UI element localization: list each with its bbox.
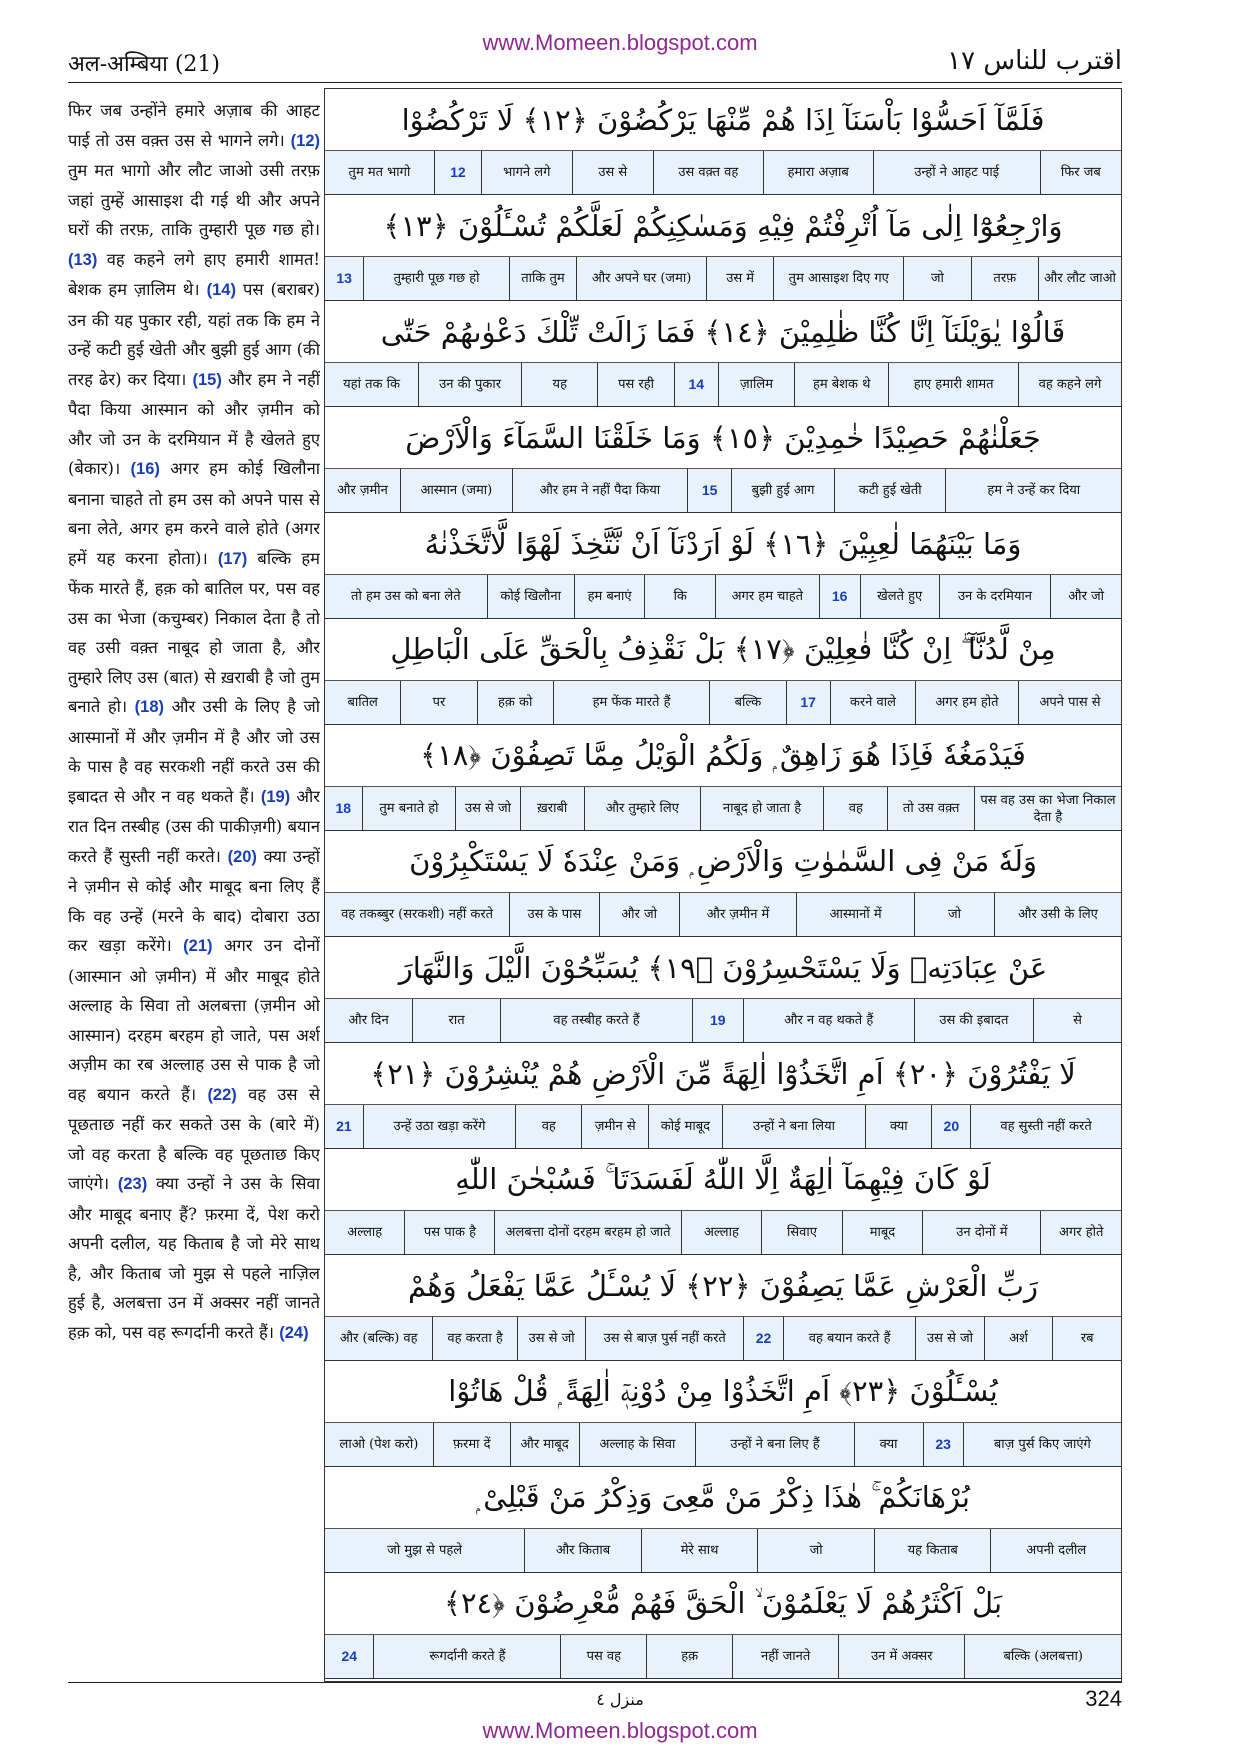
translation-row [325, 1529, 1121, 1573]
site-url-bottom[interactable]: www.Momeen.blogspot.com [482, 1718, 758, 1743]
translation-text: और रात दिन तस्बीह (उस की पाकीज़गी) बयान करते हैं सुस्ती नहीं करते। [68, 786, 320, 866]
footer-divider [68, 1682, 1122, 1683]
arabic-verse-line: مِنْ لَّدُنَّآ ۖ اِنْ كُنَّا فٰعِلِيْنَ ﴿١٧﴾ بَلْ نَقْذِفُ بِالْحَقِّ عَلَى الْبَاطِلِ [325, 619, 1121, 681]
arabic-verse-line: بَلْ اَكْثَرُهُمْ لَا يَعْلَمُوْنَ ۙ الْحَقَّ فَهُمْ مُّعْرِضُوْنَ ﴿٢٤﴾ [325, 1573, 1121, 1635]
word-meaning-cell: बातिल [347, 695, 378, 710]
ayah-number: (24) [279, 1323, 309, 1342]
arabic-verse-line: فَلَمَّآ اَحَسُّوْا بَاْسَنَآ اِذَا هُمْ مِّنْهَا يَرْكُضُوْنَ ﴿١٢﴾ لَا تَرْكُضُوْا [325, 89, 1121, 151]
word-meaning-cell: वह सुस्ती नहीं करते [970, 1105, 1121, 1148]
word-meaning-cell: ख़राबी [520, 787, 584, 830]
word-meaning-cell: हम फेंक मारते हैं [553, 681, 709, 724]
ayah-number: (13) [68, 250, 98, 269]
site-url-top[interactable]: www.Momeen.blogspot.com [482, 30, 758, 55]
word-meaning-cell: रूगर्दानी करते हैं [373, 1635, 560, 1678]
word-meaning-cell: पस पाक है [404, 1211, 494, 1254]
ayah-number-cell: 24 [341, 1648, 358, 1664]
word-meaning-cell: बाज़ पुर्स किए जाएंगे [963, 1423, 1121, 1466]
word-meaning-cell: वह [823, 787, 887, 830]
word-meaning-cell: अर्श [984, 1317, 1053, 1360]
word-meaning-cell: हम ने उन्हें कर दिया [945, 469, 1121, 512]
word-meaning-cell: उस वक़्त वह [653, 151, 763, 194]
word-meaning-cell: अलबत्ता दोनों दरहम बरहम हो जाते [494, 1211, 680, 1254]
word-meaning-cell: उस में [706, 257, 773, 300]
word-meaning-cell: और अपने घर (जमा) [576, 257, 706, 300]
ayah-number-cell: 13 [336, 270, 352, 286]
word-meaning-cell: उन की पुकार [418, 363, 521, 406]
word-meaning-cell: रात [412, 999, 500, 1042]
word-meaning-cell: वह बयान करते हैं [783, 1317, 915, 1360]
word-meaning-cell: फिर जब [1040, 151, 1121, 194]
word-meaning-cell: वह तस्बीह करते हैं [500, 999, 692, 1042]
word-meaning-cell: हमारा अज़ाब [763, 151, 873, 194]
ayah-number: (22) [207, 1085, 237, 1104]
word-meaning-cell: करने वाले [830, 681, 915, 724]
ayah-number-cell: 22 [743, 1317, 783, 1360]
word-meaning-cell: अल्लाह [347, 1225, 383, 1240]
translation-row [325, 575, 1121, 619]
word-meaning-cell: यह [521, 363, 597, 406]
translation-text: और हम ने नहीं पैदा किया आस्मान को और ज़मीन को और जो उन के दरमियान में है खेलते हुए (बेकार)। [68, 369, 320, 478]
word-meaning-cell: उन्हों ने बना लिए हैं [695, 1423, 853, 1466]
manzil-label: منزل ٤ [596, 1690, 644, 1709]
word-meaning-cell: नहीं जानते [732, 1635, 838, 1678]
word-meaning-cell: माबूद [842, 1211, 923, 1254]
surah-title: अल-अम्बिया (21) [68, 52, 220, 77]
word-by-word-grid [324, 88, 1122, 1682]
word-meaning-cell: वह करता है [432, 1317, 517, 1360]
word-meaning-cell: हम बेशक थे [794, 363, 888, 406]
translation-row [325, 1105, 1121, 1149]
word-meaning-cell: लाओ (पेश करो) [339, 1437, 419, 1452]
translation-paragraph [68, 101, 320, 150]
ayah-number-cell: 12 [434, 151, 481, 194]
word-meaning-cell: और तुम्हारे लिए [584, 787, 700, 830]
translation-row [325, 151, 1121, 195]
translation-text: फिर जब उन्होंने हमारे अज़ाब की आहट पाई तो उस वक़्त उस से भागने लगे। [68, 101, 320, 150]
translation-text: और उसी के लिए है जो आस्मानों में और ज़मीन में है और जो उस के पास है वह सरकशी नहीं करते उस की इबादत से और न वह थकते हैं। [68, 697, 320, 806]
word-meaning-cell: नाबूद हो जाता है [700, 787, 823, 830]
word-meaning-cell: क्या [865, 1105, 931, 1148]
translation-row [325, 999, 1121, 1043]
word-meaning-cell: उन्हों ने आहट पाई [873, 151, 1040, 194]
word-meaning-cell: कटी हुई खेती [834, 469, 946, 512]
ayah-number: (20) [227, 847, 257, 866]
word-meaning-cell: ज़ालिम [718, 363, 794, 406]
word-meaning-cell: उस की इबादत [914, 999, 1033, 1042]
word-meaning-cell: कोई माबूद [648, 1105, 722, 1148]
word-meaning-cell: अल्लाह के सिवा [579, 1423, 696, 1466]
word-meaning-cell: बुझी हुई आग [731, 469, 834, 512]
word-meaning-cell: आस्मान (जमा) [400, 469, 512, 512]
word-meaning-cell: तरफ़ [971, 257, 1038, 300]
word-meaning-cell: वह [515, 1105, 581, 1148]
translation-text: वह उस से पूछताछ नहीं कर सकते उस के (बारे में) जो वह करता है बल्कि वह पूछताछ किए जाएंगे। [68, 1084, 320, 1193]
word-meaning-cell: उस के पास [509, 893, 598, 936]
arabic-verse-line: لَوْ كَانَ فِيْهِمَآ اٰلِهَةٌ اِلَّا اللّٰهُ لَفَسَدَتَا ۚ فَسُبْحٰنَ اللّٰهِ [325, 1149, 1121, 1211]
word-meaning-cell: तुम मत भागो [348, 165, 411, 180]
ayah-number-cell: 18 [335, 800, 352, 816]
word-meaning-cell: उस से बाज़ पुर्स नहीं करते [585, 1317, 743, 1360]
word-meaning-cell: और जो [1050, 575, 1121, 618]
translation-paragraph [68, 1174, 320, 1342]
word-meaning-cell: जो [903, 257, 970, 300]
word-meaning-cell: और माबूद [510, 1423, 579, 1466]
arabic-verse-line: رَبِّ الْعَرْشِ عَمَّا يَصِفُوْنَ ﴿٢٢﴾ لَا يُسْـَٔلُ عَمَّا يَفْعَلُ وَهُمْ [325, 1255, 1121, 1317]
word-meaning-cell: कि [644, 575, 715, 618]
word-meaning-cell: पस रही [597, 363, 673, 406]
word-meaning-cell: पर [400, 681, 476, 724]
word-meaning-cell: उन के दरमियान [939, 575, 1051, 618]
word-meaning-cell: हाए हमारी शामत [888, 363, 1018, 406]
ayah-number-cell: 16 [819, 575, 860, 618]
translation-column [68, 96, 320, 1678]
translation-text: अगर उन दोनों (आस्मान ओ ज़मीन) में और माबूद होते अल्लाह के सिवा तो अलबत्ता (ज़मीन ओ आस्मान) दरहम बरहम हो जाते, पस अर्श अज़ीम का रब अल्लाह उस से पाक है जो वह बयान करते हैं। [68, 936, 320, 1104]
translation-text: क्या उन्हों ने ज़मीन से कोई और माबूद बना लिए हैं कि वह उन्हें (मरने के बाद) दोबारा उठा कर खड़ा करेंगे। [68, 846, 320, 955]
ayah-number-cell: 14 [674, 363, 718, 406]
ayah-number: (14) [206, 281, 236, 299]
word-meaning-cell: यह किताब [874, 1529, 991, 1572]
word-meaning-cell: अपनी दलील [990, 1529, 1121, 1572]
word-meaning-cell: और किताब [524, 1529, 641, 1572]
arabic-verse-line: جَعَلْنٰهُمْ حَصِيْدًا خٰمِدِيْنَ ﴿١٥﴾ وَمَا خَلَقْنَا السَّمَآءَ وَالْاَرْضَ [325, 407, 1121, 469]
ayah-number: (16) [130, 460, 160, 478]
word-meaning-cell: फ़रमा दें [433, 1423, 510, 1466]
juz-title: اقترب للناس ١٧ [947, 46, 1122, 76]
word-meaning-cell: जो [757, 1529, 874, 1572]
ayah-number: (15) [192, 370, 222, 389]
translation-row [325, 1211, 1121, 1255]
translation-row [325, 469, 1121, 513]
word-meaning-cell: तो उस वक़्त [887, 787, 973, 830]
word-meaning-cell: हक़ [646, 1635, 732, 1678]
arabic-verse-line: لَا يَفْتُرُوْنَ ﴿٢٠﴾ اَمِ اتَّخَذُوْٓا اٰلِهَةً مِّنَ الْاَرْضِ هُمْ يُنْشِرُوْنَ ﴿٢١﴾ [325, 1043, 1121, 1105]
ayah-number: (18) [134, 698, 165, 716]
ayah-number-cell: 23 [923, 1423, 963, 1466]
word-meaning-cell: उस से जो [915, 1317, 984, 1360]
word-meaning-cell: बल्कि [709, 681, 785, 724]
ayah-number-cell: 15 [687, 469, 731, 512]
word-meaning-cell: अपने पास से [1018, 681, 1121, 724]
word-meaning-cell: क्या [854, 1423, 923, 1466]
word-meaning-cell: जो [914, 893, 994, 936]
ayah-number: (21) [183, 937, 213, 955]
translation-text: तुम मत भागो और लौट जाओ उसी तरफ़ जहां तुम्हें आसाइश दी गई थी और अपने घरों की तरफ़, ताकि तुम्हारी पूछ गछ हो। [68, 161, 320, 239]
arabic-verse-line: قَالُوْا يٰوَيْلَنَآ اِنَّا كُنَّا ظٰلِمِيْنَ ﴿١٤﴾ فَمَا زَالَتْ تِّلْكَ دَعْوٰىهُمْ حَتّٰى [325, 301, 1121, 363]
ayah-number-cell: 20 [931, 1105, 970, 1148]
word-meaning-cell: और (बल्कि) वह [339, 1331, 418, 1346]
word-meaning-cell: हक़ को [477, 681, 553, 724]
ayah-number: (17) [217, 549, 248, 568]
translation-row [325, 681, 1121, 725]
ayah-number-cell: 17 [786, 681, 830, 724]
word-meaning-cell: आस्मानों में [796, 893, 914, 936]
arabic-verse-line: وَمَا بَيْنَهُمَا لٰعِبِيْنَ ﴿١٦﴾ لَوْ اَرَدْنَآ اَنْ نَّتَّخِذَ لَهْوًا لَّاتَّخَذْنٰهُ [325, 513, 1121, 575]
word-meaning-cell: उस से [572, 151, 653, 194]
word-meaning-cell: से [1033, 999, 1121, 1042]
ayah-number-cell: 21 [336, 1118, 352, 1134]
word-meaning-cell: और दिन [348, 1013, 389, 1028]
word-meaning-cell: बल्कि (अलबत्ता) [964, 1635, 1121, 1678]
word-meaning-cell: अगर हम चाहते [715, 575, 819, 618]
word-meaning-cell: उन में अक्सर [838, 1635, 964, 1678]
word-meaning-cell: हम बनाएं [574, 575, 645, 618]
word-meaning-cell: मेरे साथ [641, 1529, 758, 1572]
word-meaning-cell: उस से जो [455, 787, 519, 830]
ayah-number: (12) [290, 131, 320, 150]
word-meaning-cell: और हम ने नहीं पैदा किया [512, 469, 688, 512]
word-meaning-cell: पस वह उस का भेजा निकाल देता है [974, 787, 1121, 830]
word-meaning-cell: और ज़मीन में [679, 893, 797, 936]
ayah-number: (23) [117, 1175, 148, 1193]
translation-paragraph [68, 549, 320, 717]
word-meaning-cell: और उसी के लिए [994, 893, 1121, 936]
word-meaning-cell: जो मुझ से पहले [387, 1543, 463, 1558]
translation-row [325, 1635, 1121, 1679]
translation-row [325, 1423, 1121, 1467]
word-meaning-cell: उन दोनों में [922, 1211, 1040, 1254]
ayah-number: (19) [260, 787, 291, 806]
translation-text: बल्कि हम फेंक मारते हैं, हक़ को बातिल पर, पस वह उस का भेजा (कचुम्बर) निकाल देता है तो वह उसी वक़्त नाबूद हो जाता है, और तुम्हारे लिए उस (बात) से ख़राबी है जो तुम बनाते हो। [68, 548, 320, 716]
word-meaning-cell: सिवाए [761, 1211, 842, 1254]
word-meaning-cell: पस वह [560, 1635, 646, 1678]
word-meaning-cell: ज़मीन से [581, 1105, 647, 1148]
word-meaning-cell: उस से जो [517, 1317, 586, 1360]
word-meaning-cell: अगर होते [1040, 1211, 1121, 1254]
word-meaning-cell: उन्हों ने बना लिया [722, 1105, 865, 1148]
ayah-number-cell: 19 [692, 999, 743, 1042]
word-meaning-cell: ताकि तुम [509, 257, 576, 300]
word-meaning-cell: तो हम उस को बना लेते [351, 589, 461, 604]
word-meaning-cell: अगर हम होते [915, 681, 1018, 724]
word-meaning-cell: वह कहने लगे [1018, 363, 1121, 406]
arabic-verse-line: بُرْهَانَكُمْ ۚ هٰذَا ذِكْرُ مَنْ مَّعِىَ وَذِكْرُ مَنْ قَبْلِىْ ۭ [325, 1467, 1121, 1529]
word-meaning-cell: और लौट जाओ [1038, 257, 1121, 300]
translation-text: अगर हम कोई खिलौना बनाना चाहते तो हम उस को अपने पास से बना लेते, अगर हम करने वाले होते (अगर हमें यह करना होता)। [68, 459, 320, 568]
word-meaning-cell: वह तकब्बुर (सरकशी) नहीं करते [341, 907, 494, 922]
word-meaning-cell: उन्हें उठा खड़ा करेंगे [363, 1105, 515, 1148]
translation-text: पस (बराबर) उन की यह पुकार रही, यहां तक कि हम ने उन्हें कटी हुई खेती और बुझी हुई आग (की तरह ढेर) कर दिया। [68, 280, 320, 389]
translation-row [325, 363, 1121, 407]
word-meaning-cell: खेलते हुए [860, 575, 939, 618]
word-meaning-cell: रब [1052, 1317, 1121, 1360]
word-meaning-cell: और जो [599, 893, 679, 936]
translation-text: वह कहने लगे हाए हमारी शामत! बेशक हम ज़ालिम थे। [68, 249, 320, 299]
translation-row [325, 257, 1121, 301]
arabic-verse-line: عَنْ عِبَادَتِهٖ وَلَا يَسْتَحْسِرُوْنَ ﴿١٩﴾ يُسَبِّحُوْنَ الَّيْلَ وَالنَّهَارَ [325, 937, 1121, 999]
arabic-verse-line: يُسْـَٔلُوْنَ ﴿٢٣﴾ اَمِ اتَّخَذُوْا مِنْ دُوْنِهٖٓ اٰلِهَةً ۭ قُلْ هَاتُوْا [325, 1361, 1121, 1423]
translation-paragraph [68, 936, 320, 1104]
word-meaning-cell: तुम्हारी पूछ गछ हो [363, 257, 508, 300]
word-meaning-cell: और ज़मीन [337, 483, 388, 498]
word-meaning-cell: यहां तक कि [343, 377, 400, 392]
word-meaning-cell: और न वह थकते हैं [743, 999, 914, 1042]
word-meaning-cell: कोई खिलौना [487, 575, 574, 618]
translation-row [325, 1317, 1121, 1361]
arabic-verse-line: وَارْجِعُوْٓا اِلٰى مَآ اُتْرِفْتُمْ فِيْهِ وَمَسٰكِنِكُمْ لَعَلَّكُمْ تُسْـَٔلُوْنَ ﴿١٣﴾ [325, 195, 1121, 257]
word-meaning-cell: तुम बनाते हो [362, 787, 456, 830]
translation-row [325, 893, 1121, 937]
word-meaning-cell: भागने लगे [481, 151, 572, 194]
page-number: 324 [1085, 1686, 1122, 1711]
word-meaning-cell: अल्लाह [681, 1211, 762, 1254]
arabic-verse-line: فَيَدْمَغُهٗ فَاِذَا هُوَ زَاهِقٌ ۭ وَلَكُمُ الْوَيْلُ مِمَّا تَصِفُوْنَ ﴿١٨﴾ [325, 725, 1121, 787]
arabic-verse-line: وَلَهٗ مَنْ فِى السَّمٰوٰتِ وَالْاَرْضِ ۭ وَمَنْ عِنْدَهٗ لَا يَسْتَكْبِرُوْنَ [325, 831, 1121, 893]
translation-text: क्या उन्हों ने उस के सिवा और माबूद बनाए हैं? फ़रमा दें, पेश करो अपनी दलील, यह किताब है जो मेरे साथ है, और किताब जो मुझ से पहले नाज़िल हुई है, अलबत्ता उन में अक्सर नहीं जानते हक़ को, पस वह रूगर्दानी करते हैं। [68, 1174, 320, 1342]
word-meaning-cell: तुम आसाइश दिए गए [773, 257, 903, 300]
translation-row [325, 787, 1121, 831]
header-divider [68, 82, 1122, 83]
